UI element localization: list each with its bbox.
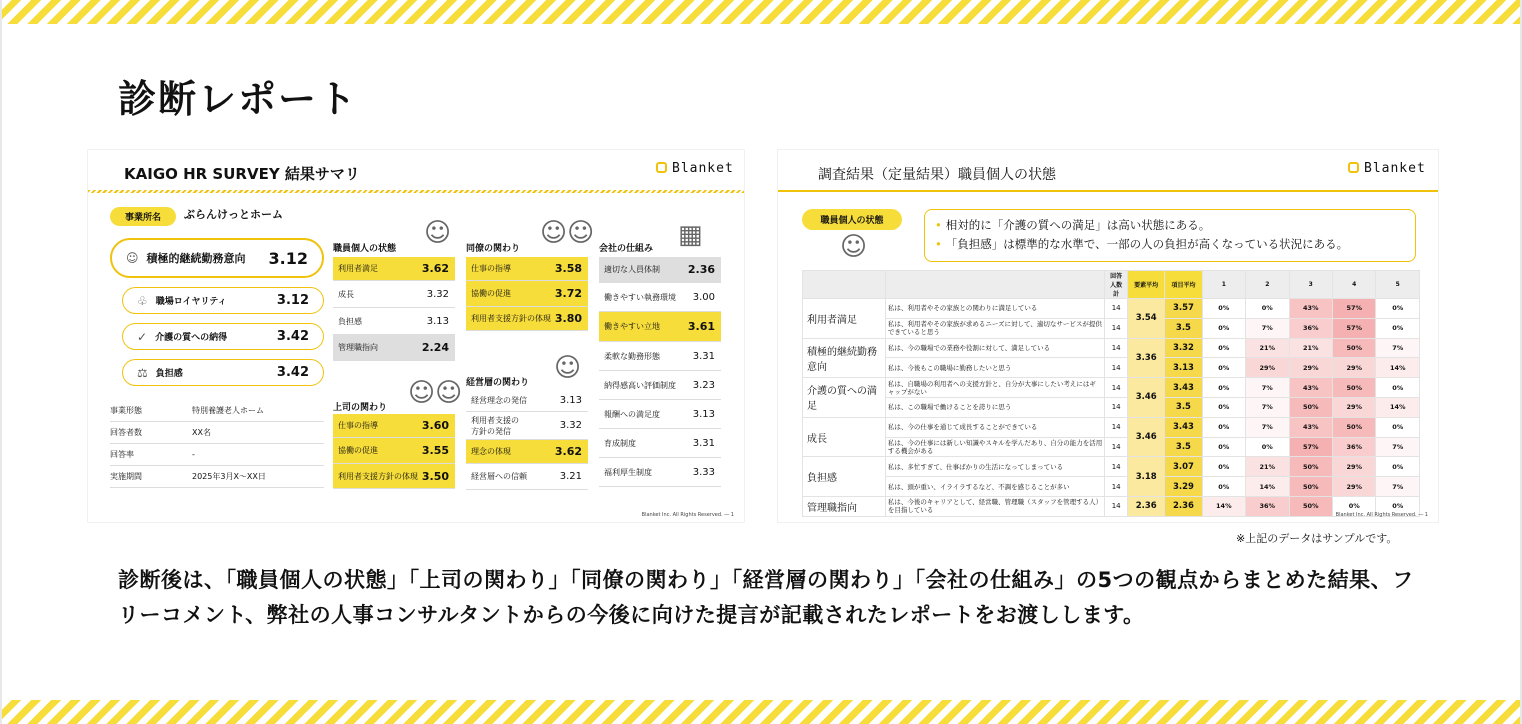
row-label: 負担感	[338, 316, 362, 326]
slide1-footer: Blanket Inc. All Rights Reserved. ― 1	[641, 512, 734, 518]
people-illustration-icon: ☺☺	[408, 378, 463, 408]
table-row	[466, 464, 588, 490]
clover-icon: ♧	[137, 293, 148, 308]
person-icon: ☺	[126, 251, 139, 265]
percentage-cell: 21%	[1289, 338, 1332, 358]
bottom-stripe-border	[0, 700, 1522, 724]
percentage-cell: 50%	[1332, 417, 1375, 437]
percentage-cell: 7%	[1376, 477, 1420, 497]
row-label: 利用者支援の方針の発信	[471, 415, 519, 436]
personal-table	[333, 257, 455, 361]
row-label: 柔軟な勤務形態	[604, 351, 660, 361]
results-table	[802, 270, 1420, 517]
main-score-value: 3.12	[268, 248, 308, 268]
table-row	[599, 429, 721, 458]
sub-score-label: 職場ロイヤリティ	[155, 297, 227, 307]
finding-text: 「負担感」は標準的な水準で、一部の人の負担が高くなっている状況にある。	[945, 237, 1349, 251]
percentage-cell: 14%	[1246, 477, 1289, 497]
table-row	[803, 378, 1420, 398]
main-score-pill	[110, 238, 324, 278]
percentage-cell: 0%	[1202, 417, 1245, 437]
table-row	[599, 283, 721, 312]
percentage-cell: 57%	[1332, 299, 1375, 319]
percentage-cell: 7%	[1246, 378, 1289, 398]
percentage-cell: 7%	[1246, 397, 1289, 417]
section-tag: 職員個人の状態	[802, 209, 902, 230]
respondents-cell: 14	[1105, 417, 1128, 437]
header-cell: 3	[1289, 271, 1332, 299]
respondents-cell: 14	[1105, 496, 1128, 516]
row-label: 育成制度	[604, 438, 636, 448]
percentage-cell: 0%	[1376, 496, 1420, 516]
row-value: 3.80	[554, 312, 582, 325]
sub-score-label: 介護の質への納得	[155, 333, 228, 343]
element-average-cell: 3.46	[1128, 378, 1165, 418]
info-table	[110, 400, 324, 488]
sub-score-pill	[122, 359, 324, 386]
slide1-title: KAIGO HR SURVEY 結果サマリ	[124, 165, 360, 183]
sub-score-label: 負担感	[155, 369, 183, 379]
page-title: 診断レポート	[118, 77, 359, 121]
section-title: 経営層の関わり	[466, 378, 530, 388]
row-value: 3.50	[421, 469, 449, 483]
table-row	[803, 397, 1420, 417]
info-value: -	[192, 450, 195, 459]
category-cell: 積極的継続勤務意向	[803, 338, 886, 378]
percentage-cell: 50%	[1289, 477, 1332, 497]
percentage-cell: 0%	[1202, 477, 1245, 497]
section-title: 上司の関わり	[333, 403, 388, 413]
row-label: 仕事の指導	[471, 264, 511, 273]
category-cell: 介護の質への満足	[803, 378, 886, 418]
slide1-header-rule	[88, 190, 744, 193]
row-label: 理念の体現	[471, 447, 511, 456]
percentage-cell: 43%	[1289, 378, 1332, 398]
table-row	[333, 335, 455, 361]
respondents-cell: 14	[1105, 457, 1128, 477]
percentage-cell: 0%	[1202, 457, 1245, 477]
percentage-cell: 14%	[1376, 358, 1420, 378]
description-text: 診断後は、「職員個人の状態」「上司の関わり」「同僚の関わり」「経営層の関わり」「会社の仕組み」の5つの観点からまとめた結果、フリーコメント、弊社の人事コンサルタントからの今後に向けた提言が記載されたレポートをお渡しします。	[118, 568, 1414, 627]
percentage-cell: 29%	[1332, 358, 1375, 378]
percentage-cell: 0%	[1376, 457, 1420, 477]
section-title: 会社の仕組み	[599, 244, 654, 254]
info-value: 特別養護老人ホーム	[192, 406, 264, 415]
header-cell: 要素平均	[1128, 271, 1165, 299]
row-label: 協働の促進	[471, 289, 511, 298]
header-cell: 2	[1246, 271, 1289, 299]
facility-tag: 事業所名	[110, 207, 176, 226]
table-row	[466, 307, 588, 331]
question-cell: 私は、今の仕事には新しい知識やスキルを学んだあり、自分の能力を活用する機会がある	[885, 437, 1104, 457]
percentage-cell: 43%	[1289, 299, 1332, 319]
table-row	[466, 440, 588, 464]
question-cell: 私は、利用者やその家族との関わりに満足している	[885, 299, 1104, 319]
person-illustration-icon: ☺	[424, 218, 452, 248]
percentage-cell: 0%	[1202, 318, 1245, 338]
percentage-cell: 7%	[1376, 338, 1420, 358]
header-cell	[885, 271, 1104, 299]
boss-table	[333, 414, 455, 489]
item-average-cell: 3.43	[1165, 417, 1202, 437]
element-average-cell: 2.36	[1128, 496, 1165, 516]
percentage-cell: 0%	[1202, 338, 1245, 358]
finding-text: 相対的に「介護の質への満足」は高い状態にある。	[945, 218, 1211, 232]
percentage-cell: 0%	[1376, 417, 1420, 437]
row-value: 3.58	[554, 262, 582, 275]
item-average-cell: 3.32	[1165, 338, 1202, 358]
percentage-cell: 0%	[1376, 299, 1420, 319]
header-cell: 回答人数計	[1105, 271, 1128, 299]
info-key: 回答率	[110, 450, 134, 459]
table-row	[803, 299, 1420, 319]
row-value: 3.33	[692, 466, 715, 478]
item-average-cell: 3.5	[1165, 318, 1202, 338]
person-illustration-icon: ☺	[840, 232, 868, 262]
respondents-cell: 14	[1105, 318, 1128, 338]
table-row	[803, 496, 1420, 516]
finding-line: • 相対的に「介護の質への満足」は高い状態にある。	[935, 218, 1211, 232]
percentage-cell: 14%	[1376, 397, 1420, 417]
table-header-row	[803, 271, 1420, 299]
left-border	[0, 0, 2, 724]
row-value: 2.36	[687, 263, 715, 276]
table-row	[803, 318, 1420, 338]
row-value: 3.61	[687, 320, 715, 333]
row-label: 働きやすい立地	[604, 322, 660, 331]
table-row	[333, 414, 455, 438]
row-label: 成長	[338, 289, 354, 299]
percentage-cell: 0%	[1202, 378, 1245, 398]
section-title: 同僚の関わり	[466, 244, 521, 254]
table-row	[599, 342, 721, 371]
row-value: 3.32	[426, 288, 449, 300]
info-row	[110, 466, 324, 488]
people-illustration-icon: ☺☺	[540, 218, 595, 248]
percentage-cell: 50%	[1332, 338, 1375, 358]
item-average-cell: 3.5	[1165, 437, 1202, 457]
info-row	[110, 400, 324, 422]
question-cell: 私は、今後もこの職場に勤務したいと思う	[885, 358, 1104, 378]
blanket-logo-icon	[656, 162, 667, 173]
blanket-logo	[656, 161, 734, 176]
table-row	[599, 257, 721, 283]
percentage-cell: 7%	[1246, 318, 1289, 338]
findings-callout	[924, 209, 1416, 262]
checklist-icon: ✓	[137, 329, 148, 344]
table-row	[333, 438, 455, 464]
table-row	[803, 358, 1420, 378]
percentage-cell: 0%	[1202, 358, 1245, 378]
percentage-cell: 0%	[1332, 496, 1375, 516]
question-cell: 私は、今後のキャリアとして、経営職、管理職（スタッフを管理する人）を目指している	[885, 496, 1104, 516]
results-slide	[778, 150, 1438, 522]
item-average-cell: 3.57	[1165, 299, 1202, 319]
table-row	[333, 257, 455, 281]
sub-score-value: 3.42	[276, 365, 309, 380]
percentage-cell: 0%	[1202, 299, 1245, 319]
percentage-cell: 0%	[1246, 437, 1289, 457]
percentage-cell: 36%	[1246, 496, 1289, 516]
percentage-cell: 0%	[1246, 299, 1289, 319]
row-value: 3.72	[554, 287, 582, 300]
header-cell: 項目平均	[1165, 271, 1202, 299]
row-label: 利用者支援方針の体現	[471, 314, 551, 323]
row-value: 3.55	[421, 444, 449, 457]
percentage-cell: 29%	[1332, 457, 1375, 477]
row-value: 3.00	[692, 291, 715, 303]
percentage-cell: 36%	[1332, 437, 1375, 457]
row-value: 2.24	[421, 341, 449, 354]
category-cell: 利用者満足	[803, 299, 886, 339]
respondents-cell: 14	[1105, 477, 1128, 497]
scale-icon: ⚖	[137, 365, 148, 380]
percentage-cell: 7%	[1246, 417, 1289, 437]
percentage-cell: 7%	[1376, 437, 1420, 457]
element-average-cell: 3.36	[1128, 338, 1165, 378]
row-label: 利用者支援方針の体現	[338, 471, 418, 481]
item-average-cell: 3.07	[1165, 457, 1202, 477]
slide2-title: 調査結果（定量結果）職員個人の状態	[818, 167, 1056, 183]
table-row	[466, 281, 588, 307]
table-row	[466, 412, 588, 440]
row-label: 働きやすい執務環境	[604, 292, 676, 302]
percentage-cell: 29%	[1332, 397, 1375, 417]
row-label: 仕事の指導	[338, 421, 378, 430]
question-cell: 私は、今の仕事を通じて成長することができている	[885, 417, 1104, 437]
sub-score-pill	[122, 323, 324, 350]
slide2-header-rule	[778, 190, 1438, 192]
percentage-cell: 29%	[1246, 358, 1289, 378]
percentage-cell: 29%	[1289, 358, 1332, 378]
row-value: 3.13	[559, 395, 582, 406]
table-row	[803, 477, 1420, 497]
percentage-cell: 14%	[1202, 496, 1245, 516]
percentage-cell: 0%	[1202, 437, 1245, 457]
percentage-cell: 57%	[1289, 437, 1332, 457]
question-cell: 私は、今の職場での業務や役割に対して、満足している	[885, 338, 1104, 358]
percentage-cell: 0%	[1376, 318, 1420, 338]
peer-table	[466, 257, 588, 331]
element-average-cell: 3.54	[1128, 299, 1165, 339]
percentage-cell: 57%	[1332, 318, 1375, 338]
question-cell: 私は、自職場の利用者への支援方針と、自分が大事にしたい考えにはギャップがない	[885, 378, 1104, 398]
logo-text: Blanket	[1364, 161, 1426, 176]
table-row	[599, 371, 721, 400]
table-row	[803, 457, 1420, 477]
table-row	[803, 417, 1420, 437]
category-cell: 管理職指向	[803, 496, 886, 516]
percentage-cell: 43%	[1289, 417, 1332, 437]
header-cell: 1	[1202, 271, 1245, 299]
finding-line: • 「負担感」は標準的な水準で、一部の人の負担が高くなっている状況にある。	[935, 237, 1349, 251]
percentage-cell: 50%	[1289, 496, 1332, 516]
question-cell: 私は、頭が重い、イライラするなど、不調を感じることが多い	[885, 477, 1104, 497]
table-row	[333, 464, 455, 489]
percentage-cell: 50%	[1332, 378, 1375, 398]
building-illustration-icon: ▦	[678, 220, 703, 250]
item-average-cell: 3.13	[1165, 358, 1202, 378]
percentage-cell: 36%	[1289, 318, 1332, 338]
row-label: 利用者満足	[338, 264, 378, 273]
percentage-cell: 29%	[1332, 477, 1375, 497]
row-label: 経営層への信頼	[471, 472, 527, 481]
row-value: 3.23	[692, 379, 715, 391]
summary-slide	[88, 150, 744, 522]
row-value: 3.13	[426, 315, 449, 327]
row-label: 納得感高い評価制度	[604, 380, 676, 390]
logo-text: Blanket	[672, 161, 734, 176]
category-cell: 成長	[803, 417, 886, 457]
table-row	[599, 458, 721, 487]
info-value: 2025年3月X～XX日	[192, 472, 266, 481]
table-row	[803, 437, 1420, 457]
system-table	[599, 257, 721, 487]
section-title: 職員個人の状態	[333, 244, 397, 254]
element-average-cell: 3.46	[1128, 417, 1165, 457]
item-average-cell: 2.36	[1165, 496, 1202, 516]
header-cell: 4	[1332, 271, 1375, 299]
percentage-cell: 0%	[1202, 397, 1245, 417]
table-row	[333, 308, 455, 335]
percentage-cell: 21%	[1246, 338, 1289, 358]
item-average-cell: 3.5	[1165, 397, 1202, 417]
row-value: 3.62	[554, 445, 582, 458]
respondents-cell: 14	[1105, 358, 1128, 378]
row-label: 協働の促進	[338, 446, 378, 455]
respondents-cell: 14	[1105, 378, 1128, 398]
manager-illustration-icon: ☺	[554, 353, 582, 383]
info-key: 回答者数	[110, 428, 142, 437]
info-value: XX名	[192, 428, 211, 437]
row-value: 3.21	[559, 471, 582, 482]
sample-note: ※上記のデータはサンプルです。	[1236, 532, 1398, 545]
blanket-logo-icon	[1348, 162, 1359, 173]
info-row	[110, 422, 324, 444]
respondents-cell: 14	[1105, 397, 1128, 417]
table-row	[466, 390, 588, 412]
percentage-cell: 50%	[1289, 457, 1332, 477]
table-row	[599, 312, 721, 342]
row-value: 3.62	[421, 262, 449, 275]
row-value: 3.31	[692, 437, 715, 449]
row-value: 3.32	[559, 420, 582, 431]
question-cell: 私は、多忙すぎて、仕事ばかりの生活になってしまっている	[885, 457, 1104, 477]
sub-score-value: 3.42	[276, 329, 309, 344]
slide2-footer: Blanket Inc. All Rights Reserved. ― 1	[1335, 512, 1428, 518]
top-stripe-border	[0, 0, 1522, 24]
sub-score-value: 3.12	[276, 293, 309, 308]
mgmt-table	[466, 390, 588, 490]
header-cell: 5	[1376, 271, 1420, 299]
percentage-cell: 0%	[1376, 378, 1420, 398]
question-cell: 私は、この職場で働けることを誇りに思う	[885, 397, 1104, 417]
element-average-cell: 3.18	[1128, 457, 1165, 497]
row-value: 3.60	[421, 419, 449, 432]
percentage-cell: 21%	[1246, 457, 1289, 477]
table-row	[599, 400, 721, 429]
table-row	[333, 281, 455, 308]
main-score-label: 積極的継続勤務意向	[146, 252, 246, 265]
sub-score-pill	[122, 287, 324, 314]
row-label: 適切な人員体制	[604, 265, 660, 274]
header-cell	[803, 271, 886, 299]
item-average-cell: 3.43	[1165, 378, 1202, 398]
row-label: 管理職指向	[338, 343, 378, 352]
row-value: 3.31	[692, 350, 715, 362]
respondents-cell: 14	[1105, 338, 1128, 358]
respondents-cell: 14	[1105, 299, 1128, 319]
item-average-cell: 3.29	[1165, 477, 1202, 497]
facility-name: ぶらんけっとホーム	[184, 208, 283, 221]
table-row	[466, 257, 588, 281]
info-key: 実施期間	[110, 472, 142, 481]
row-label: 福利厚生制度	[604, 467, 652, 477]
info-row	[110, 444, 324, 466]
row-label: 報酬への満足度	[604, 409, 660, 419]
row-value: 3.13	[692, 408, 715, 420]
question-cell: 私は、利用者やその家族が求めるニーズに対して、適切なサービスが提供できていると思う	[885, 318, 1104, 338]
percentage-cell: 50%	[1289, 397, 1332, 417]
category-cell: 負担感	[803, 457, 886, 497]
row-label: 経営理念の発信	[471, 396, 527, 405]
info-key: 事業形態	[110, 406, 142, 415]
respondents-cell: 14	[1105, 437, 1128, 457]
blanket-logo	[1348, 161, 1426, 176]
table-row	[803, 338, 1420, 358]
